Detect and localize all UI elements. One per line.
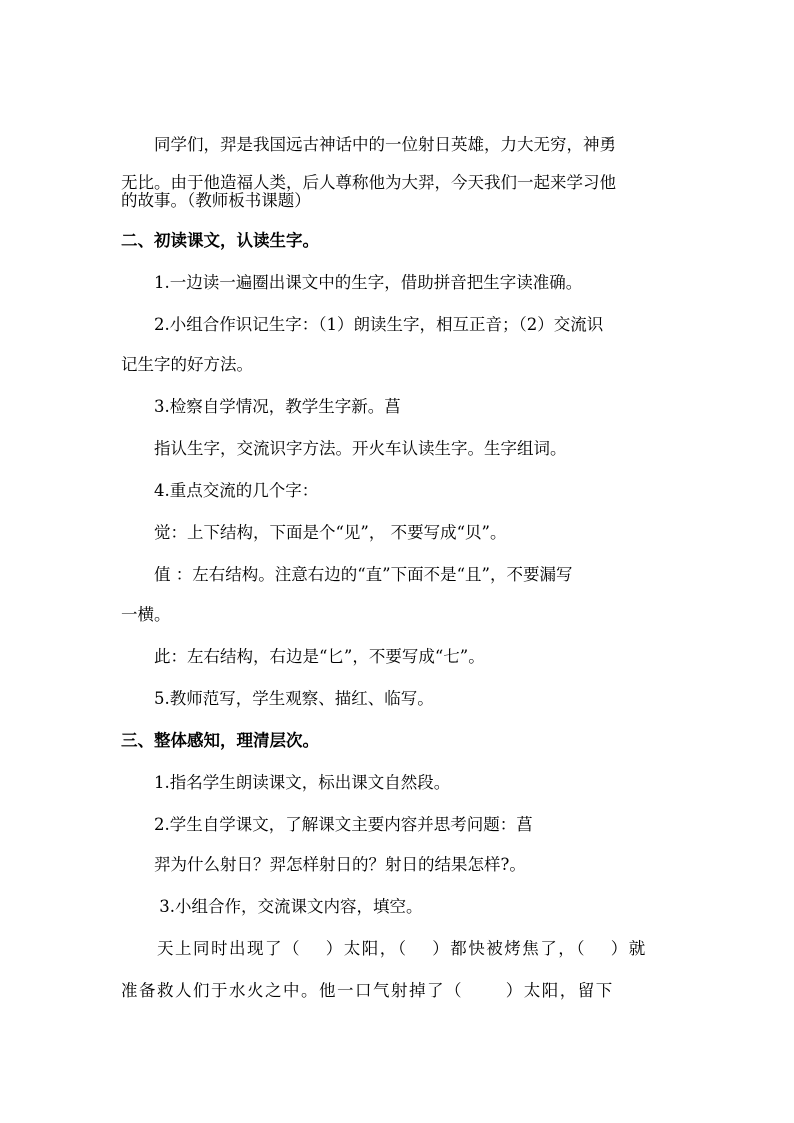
step-2-line-2: 记生字的好方法。 bbox=[121, 355, 253, 374]
step-3-detail: 指认生字，交流识字方法。开火车认读生字。生字组词。 bbox=[121, 439, 567, 458]
section-heading-2: 二、初读课文，认读生字。 bbox=[121, 231, 319, 250]
paragraph-intro-line-1: 同学们，羿是我国远古神话中的一位射日英雄，力大无穷，神勇 bbox=[121, 135, 616, 154]
step-3: 3.检察自学情况，教学生字新。菖 bbox=[121, 397, 401, 416]
step-4: 4.重点交流的几个字： bbox=[121, 481, 319, 500]
paragraph-intro-line-2: 无比。由于他造福人类，后人尊称他为大羿，今天我们一起来学习他 bbox=[121, 173, 616, 192]
paragraph-intro-line-3: 的故事。（教师板书课题） bbox=[121, 191, 311, 210]
section-heading-3: 三、整体感知，理清层次。 bbox=[121, 731, 319, 750]
char-note-zhi-line-2: 一横。 bbox=[121, 605, 171, 624]
fill-blank-line-2: 准备救人们于水火之中。他一口气射掉了（ ）太阳，留下 bbox=[121, 981, 614, 1000]
step-3-2-questions: 羿为什么射日？羿怎样射日的？射日的结果怎样?。 bbox=[121, 855, 526, 874]
step-2-line-1: 2.小组合作识记生字：（1）朗读生字，相互正音；（2）交流识 bbox=[121, 315, 604, 334]
step-3-1: 1.指名学生朗读课文，标出课文自然段。 bbox=[121, 773, 451, 792]
fill-blank-line-1: 天上同时出现了（ ）太阳，（ ）都快被烤焦了，（ ）就 bbox=[121, 939, 647, 958]
step-3-2: 2.学生自学课文，了解课文主要内容并思考问题：菖 bbox=[121, 815, 533, 834]
step-5: 5.教师范写，学生观察、描红、临写。 bbox=[121, 689, 434, 708]
step-3-3: 3.小组合作，交流课文内容，填空。 bbox=[121, 897, 423, 916]
char-note-ci: 此：左右结构，右边是“匕”，不要写成“七”。 bbox=[121, 647, 485, 666]
char-note-zhi-line-1: 值 ：左右结构。注意右边的“直”下面不是“且”，不要漏写 bbox=[121, 565, 573, 584]
char-note-jue: 觉：上下结构，下面是个“见”， 不要写成“贝”。 bbox=[121, 523, 507, 542]
step-1: 1.一边读一遍圈出课文中的生字，借助拼音把生字读准确。 bbox=[121, 273, 583, 292]
